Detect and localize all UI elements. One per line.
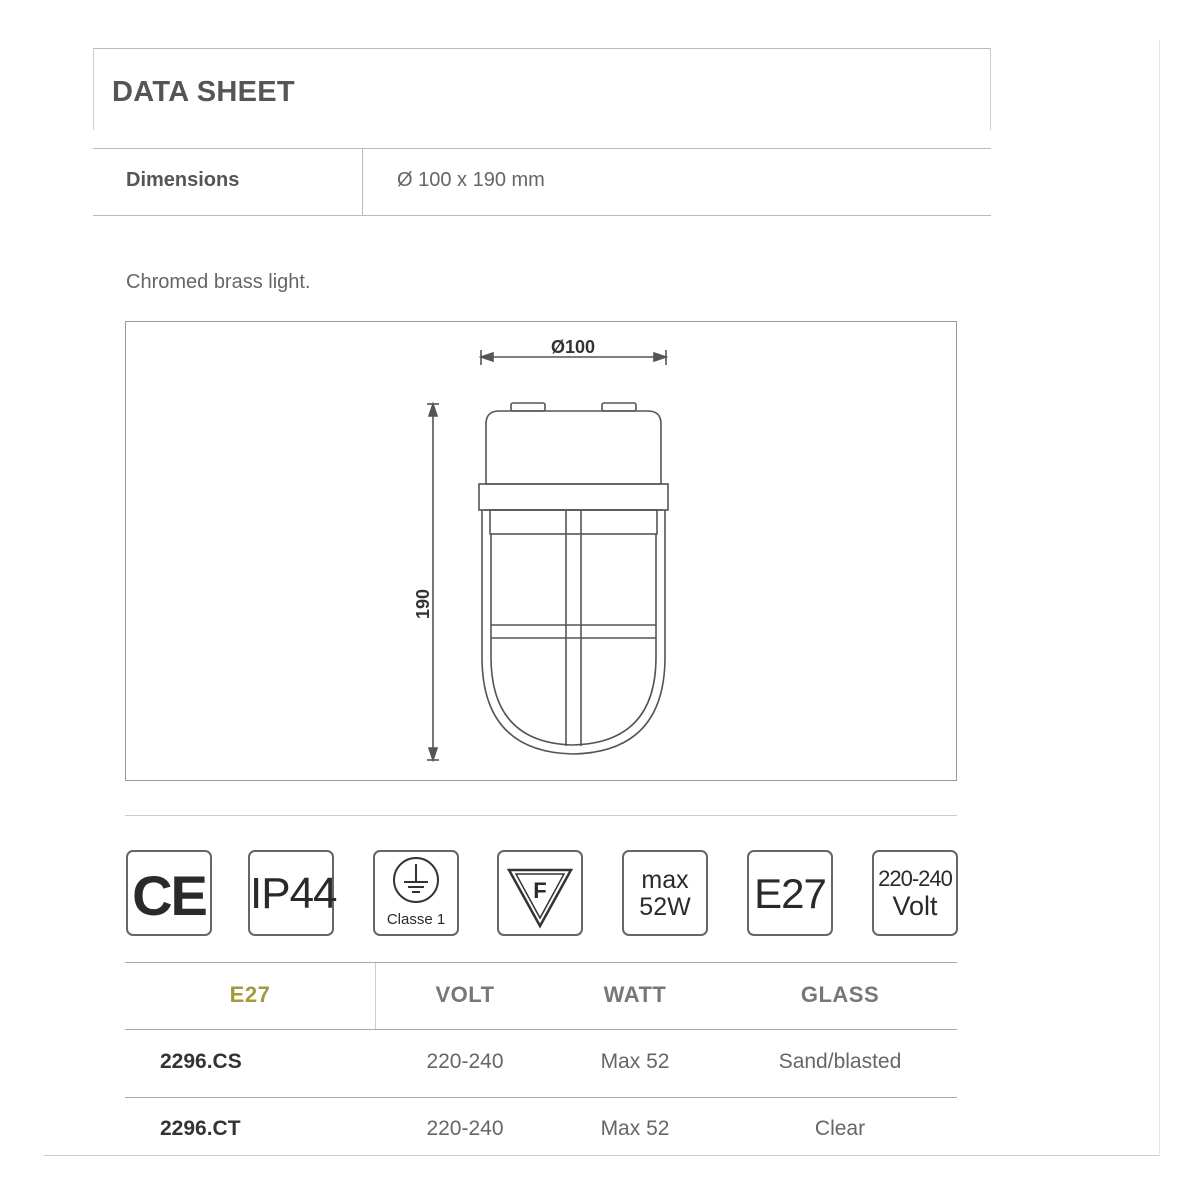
table-top-border <box>125 962 957 963</box>
width-label: Ø100 <box>550 337 596 357</box>
page-right-border <box>1159 40 1160 1156</box>
divider <box>125 1029 957 1030</box>
earth-ground-icon <box>375 854 457 914</box>
divider <box>362 149 363 215</box>
socket-badge <box>747 850 833 936</box>
table-header-socket: E27 <box>229 982 271 1007</box>
table-cell-code: 2296.CS <box>160 1050 242 1073</box>
f-mark-text: F <box>533 878 547 903</box>
table-header-glass: GLASS <box>800 982 880 1007</box>
ce-mark-badge <box>126 850 212 936</box>
technical-drawing <box>125 321 957 781</box>
max-power-line1: max <box>641 866 689 894</box>
socket-text: E27 <box>754 870 826 917</box>
height-label: 190 <box>413 588 433 620</box>
page-bottom-border <box>44 1155 1159 1156</box>
ce-mark-text: CE <box>132 864 206 927</box>
table-cell-volt: 220-240 <box>426 1050 504 1073</box>
divider <box>93 215 991 216</box>
divider <box>93 148 991 149</box>
table-column-divider <box>375 963 376 1029</box>
table-cell-glass: Clear <box>814 1117 866 1140</box>
table-header-watt: WATT <box>603 982 667 1007</box>
ip-rating-badge <box>248 850 337 936</box>
voltage-badge <box>872 850 958 936</box>
table-cell-code: 2296.CT <box>160 1117 241 1140</box>
table-cell-glass: Sand/blasted <box>778 1050 902 1073</box>
table-cell-watt: Max 52 <box>600 1117 670 1140</box>
max-power-line2: 52W <box>639 893 691 921</box>
divider <box>125 1097 957 1098</box>
lamp-drawing <box>126 322 956 780</box>
max-power-badge <box>622 850 708 936</box>
dimensions-label: Dimensions <box>126 169 240 191</box>
divider <box>125 815 957 816</box>
table-cell-volt: 220-240 <box>426 1117 504 1140</box>
ip-rating-text: IP44 <box>250 869 337 918</box>
class-1-label: Classe 1 <box>386 911 446 928</box>
table-cell-watt: Max 52 <box>600 1050 670 1073</box>
class-1-badge <box>373 850 459 936</box>
voltage-line2: Volt <box>892 891 938 921</box>
product-description: Chromed brass light. <box>126 271 311 293</box>
voltage-line1: 220-240 <box>878 866 952 891</box>
dimensions-value: Ø 100 x 190 mm <box>397 169 545 191</box>
page-title: DATA SHEET <box>112 76 295 108</box>
f-mark-badge <box>497 850 583 936</box>
table-header-volt: VOLT <box>435 982 495 1007</box>
